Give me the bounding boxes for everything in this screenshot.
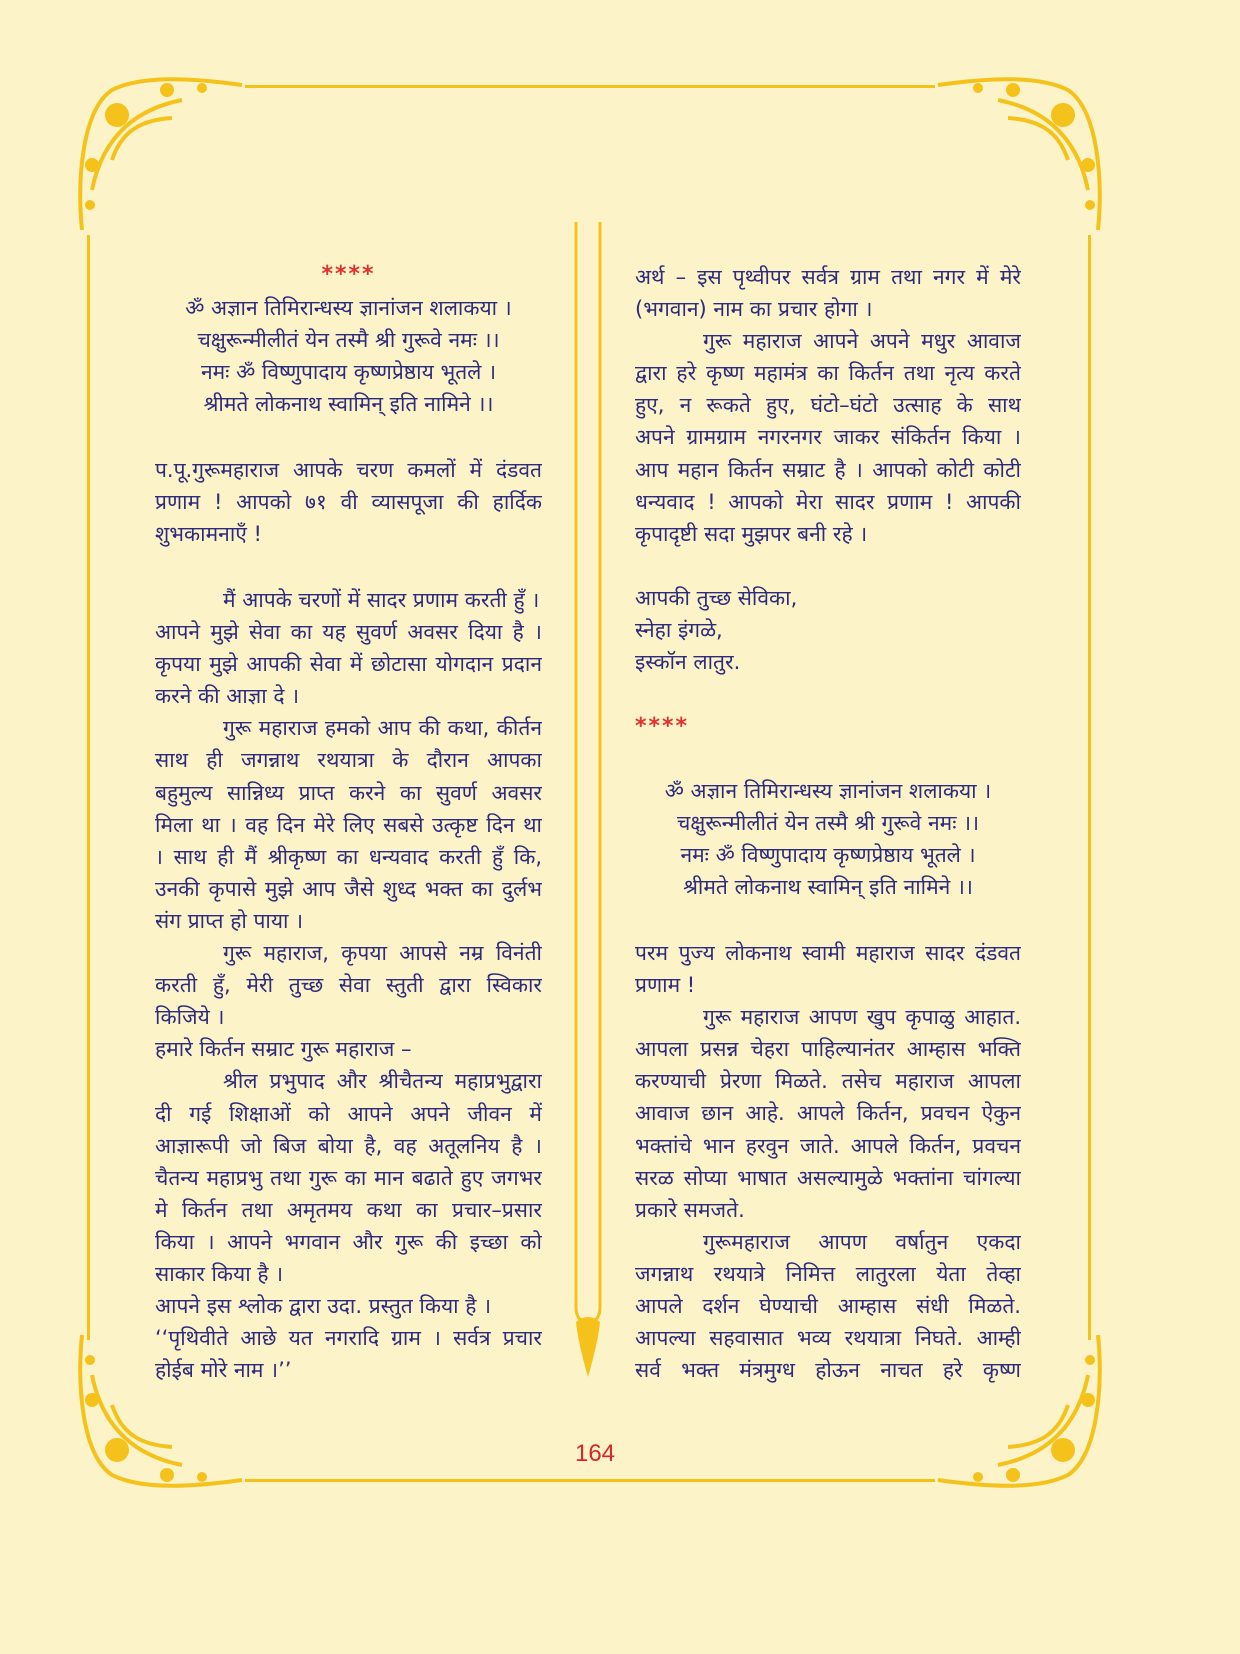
signature-line: इस्कॉन लातुर.: [635, 650, 741, 675]
text-line: ‘‘पृथिवीते आछे यत नगरादि ग्राम । सर्वत्र प्रचार: [155, 1326, 542, 1351]
text-line: गुरू महाराज आपण खुप कृपाळु आहात.: [703, 1005, 1021, 1030]
text-line: साथ ही जगन्नाथ रथयात्रा के दौरान आपका: [155, 748, 542, 773]
text-line: प्रणाम !: [635, 973, 696, 998]
text-line: हुए, न रूकते हुए, घंटो–घंटो उत्साह के साथ: [635, 393, 1021, 418]
column-divider: [568, 222, 608, 1382]
meaning-paragraph: [635, 261, 1021, 550]
text-line: आज्ञारूपी जो बिज बोया है, वह अतूलनिय है ।: [155, 1133, 542, 1158]
text-line: बहुमुल्य सान्निध्य प्राप्त करने का सुवर्ण अवसर: [155, 780, 542, 805]
text-line: किया । आपने भगवान और गुरू की इच्छा को: [155, 1229, 542, 1254]
invocation-verse: [635, 775, 1021, 903]
text-line: होईब मोरे नाम ।’’: [155, 1358, 292, 1383]
verse-line: चक्षुरून्मीलीतं येन तस्मै श्री गुरूवे नमः ।।: [197, 328, 500, 353]
text-line: प्रणाम ! आपको ७१ वी व्यासपूजा की हार्दिक: [155, 490, 542, 515]
text-line: गुरू महाराज आपने अपने मधुर आवाज: [703, 329, 1021, 354]
verse-line: नमः ॐ विष्णुपादाय कृष्णप्रेष्ठाय भूतले ।: [200, 360, 497, 385]
border-right-line: [1088, 235, 1091, 1340]
text-line: धन्यवाद ! आपको मेरा सादर प्रणाम ! आपकी: [635, 489, 1021, 514]
text-line: आवाज छान आहे. आपले किर्तन, प्रवचन ऐकुन: [635, 1101, 1021, 1126]
body-text: [155, 584, 542, 1386]
text-line: आपल्या सहवासात भव्य रथयात्रा निघते. आम्ही: [635, 1326, 1021, 1351]
page-number: 164: [574, 1440, 616, 1467]
border-left-line: [87, 235, 90, 1340]
signature-line: आपकी तुच्छ सेविका,: [635, 586, 798, 610]
verse-line: श्रीमते लोकनाथ स्वामिन् इति नामिने ।।: [683, 875, 973, 900]
text-line: सर्व भक्त मंत्रमुग्ध होऊन नाचत हरे कृष्ण: [635, 1358, 1021, 1383]
text-line: भक्तांचे भान हरवुन जाते. आपले किर्तन, प्रवचन: [635, 1133, 1021, 1158]
text-line: शुभकामनाएँ !: [155, 522, 262, 547]
left-column: [155, 0, 542, 1654]
text-line: गुरूमहाराज आपण वर्षातुन एकदा: [703, 1229, 1021, 1254]
greeting-paragraph: [155, 454, 542, 550]
text-line: जगन्नाथ रथयात्रे निमित्त लातुरला येता तेव्हा: [635, 1261, 1021, 1286]
verse-line: ॐ अज्ञान तिमिरान्धस्य ज्ञानांजन शलाकया ।: [185, 296, 512, 320]
text-line: आपले दर्शन घेण्याची आम्हास संधी मिळते.: [635, 1294, 1021, 1319]
verse-line: नमः ॐ विष्णुपादाय कृष्णप्रेष्ठाय भूतले ।: [680, 843, 976, 868]
text-line: संग प्राप्त हो पाया ।: [155, 908, 304, 933]
text-line: आपने इस श्लोक द्वारा उदा. प्रस्तुत किया है ।: [155, 1294, 492, 1319]
verse-line: चक्षुरून्मीलीतं येन तस्मै श्री गुरूवे नमः ।।: [676, 811, 980, 836]
text-line: मे किर्तन तथा अमृतमय कथा का प्रचार–प्रसार: [155, 1197, 542, 1222]
signature: [635, 582, 1021, 678]
right-column: [635, 0, 1021, 1654]
text-line: दी गई शिक्षाओं को आपने अपने जीवन में: [155, 1101, 542, 1126]
text-line: गुरू महाराज हमको आप की कथा, कीर्तन: [223, 716, 542, 741]
text-line: कृपया मुझे आपकी सेवा में छोटासा योगदान प्रदान: [155, 652, 542, 677]
text-line: परम पुज्य लोकनाथ स्वामी महाराज सादर दंडवत: [635, 941, 1021, 965]
text-line: प.पू.गुरूमहाराज आपके चरण कमलों में दंडवत: [155, 458, 542, 482]
verse-line: श्रीमते लोकनाथ स्वामिन् इति नामिने ।।: [203, 392, 494, 417]
text-line: कृपादृष्टी सदा मुझपर बनी रहे ।: [635, 521, 868, 546]
invocation-verse: [155, 292, 542, 420]
text-line: । साथ ही मैं श्रीकृष्ण का धन्यवाद करती हुँ कि,: [155, 844, 542, 869]
text-line: आप महान किर्तन सम्राट है । आपको कोटी कोटी: [635, 457, 1021, 482]
signature-line: स्नेहा इंगळे,: [635, 618, 723, 643]
text-line: करण्याची प्रेरणा मिळते. तसेच महाराज आपला: [635, 1069, 1021, 1094]
text-line: आपने मुझे सेवा का यह सुवर्ण अवसर दिया है ।: [155, 620, 542, 645]
text-line: चैतन्य महाप्रभु तथा गुरू का मान बढाते हुए जगभर: [155, 1165, 542, 1190]
text-line: मिला था । वह दिन मेरे लिए सबसे उत्कृष्ट दिन था: [155, 812, 542, 837]
text-line: करती हुँ, मेरी तुच्छ सेवा स्तुती द्वारा स्विकार: [155, 973, 542, 998]
body-text: [635, 937, 1021, 1386]
text-line: श्रील प्रभुपाद और श्रीचैतन्य महाप्रभुद्वारा: [223, 1069, 542, 1094]
section-divider-stars: ****: [635, 714, 690, 739]
text-line: अर्थ – इस पृथ्वीपर सर्वत्र ग्राम तथा नगर में मेरे: [635, 265, 1021, 289]
text-line: द्वारा हरे कृष्ण महामंत्र का किर्तन तथा नृत्य करते: [635, 361, 1021, 386]
text-line: हमारे किर्तन सम्राट गुरू महाराज –: [155, 1037, 412, 1062]
text-line: सरळ सोप्या भाषात असल्यामुळे भक्तांना चांगल्या: [635, 1165, 1021, 1190]
text-line: साकार किया है ।: [155, 1261, 284, 1286]
text-line: गुरू महाराज, कृपया आपसे नम्र विनंती: [223, 941, 542, 966]
section-divider-stars: ****: [321, 262, 376, 287]
text-line: उनकी कृपासे मुझे आप जैसे शुध्द भक्त का दुर्लभ: [155, 876, 542, 901]
text-line: मैं आपके चरणों में सादर प्रणाम करती हुँ ।: [223, 588, 540, 612]
text-line: किजिये ।: [155, 1005, 225, 1030]
text-line: (भगवान) नाम का प्रचार होगा ।: [635, 297, 873, 322]
verse-line: ॐ अज्ञान तिमिरान्धस्य ज्ञानांजन शलाकया ।: [664, 779, 992, 803]
text-line: करने की आज्ञा दे ।: [155, 684, 300, 709]
text-line: अपने ग्रामग्राम नगरनगर जाकर संकिर्तन किया ।: [635, 425, 1021, 450]
text-line: प्रकारे समजते.: [635, 1197, 745, 1222]
text-line: आपला प्रसन्न चेहरा पाहिल्यानंतर आम्हास भक्ति: [635, 1037, 1021, 1062]
